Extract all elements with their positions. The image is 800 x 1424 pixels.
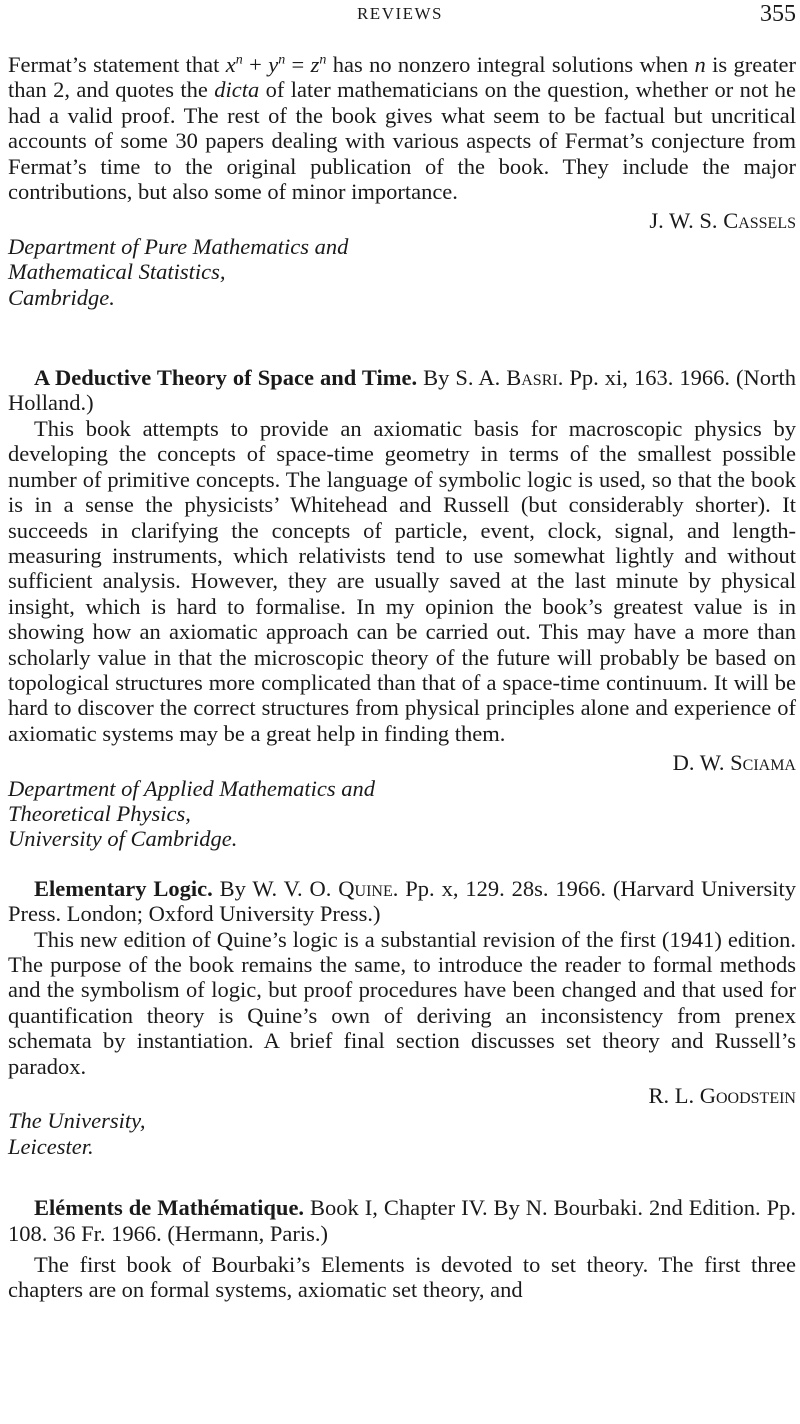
- reviewer-affiliation: The University, Leicester.: [8, 1108, 146, 1159]
- review-body: The first book of Bourbaki’s Elements is devoted to set theory. The first three chapters are on formal systems, axiomatic set theory, and: [8, 1252, 796, 1303]
- book-author: Quine: [338, 875, 393, 901]
- reviewer-affiliation: Department of Applied Mathematics and Theoretical Physics, University of Cambridge.: [8, 775, 376, 852]
- review-body: Fermat’s statement that $x^n + y^n = z^n$ has no nonzero integral solutions when n is greater than 2, and quotes the dicta of later mathematicians on the question, whether or not he had a valid proof. The rest of the book gives what seem to be factual but uncritical accounts of some 30 papers dealing with various aspects of Fermat’s conjecture from Fermat’s time to the original publication of the book. They include the major contributions, but also some of minor importance.: [8, 52, 796, 205]
- book-author: Basri: [506, 365, 558, 391]
- reviewer-signature: D. W. Sciama: [672, 750, 796, 776]
- review-body: This book attempts to provide an axiomatic basis for macroscopic physics by developing the concepts of space-time geometry in terms of the smallest possible number of primitive concepts. The language of symbolic logic is used, so that the book is in a sense the physicists’ Whitehead and Russell (but considerably shorter). It succeeds in clarifying the concepts of particle, event, clock, signal, and length-measuring instruments, which relativists tend to use somewhat lightly and without sufficient analysis. However, they are usually saved at the last minute by physical insight, which is hard to formalise. In my opinion the book’s greatest value is in showing how an axiomatic approach can be carried out. This may have a more than scholarly value in that the microscopic theory of the future will probably be based on topological structures more complicated than that of a space-time continuum. It will be hard to discover the correct structures from physical principles alone and experience of axiomatic systems may be a great help in finding them.: [8, 415, 796, 746]
- page-body: [8, 52, 796, 1303]
- reviewer-affiliation: Department of Pure Mathematics and Mathematical Statistics, Cambridge.: [8, 233, 349, 310]
- book-title: Elementary Logic.: [34, 875, 213, 901]
- review-deductive-theory: [8, 365, 796, 852]
- page-header: [0, 2, 800, 30]
- review-bourbaki: [8, 1195, 796, 1303]
- page-number: 355: [760, 1, 796, 27]
- review-heading: Eléments de Mathématique. Book I, Chapter IV. By N. Bourbaki. 2nd Edition. Pp. 108. 36 Fr. 1966. (Hermann, Paris.): [8, 1195, 796, 1246]
- review-heading: Elementary Logic. By W. V. O. Quine. Pp. x, 129. 28s. 1966. (Harvard University Press. London; Oxford University Press.): [8, 875, 796, 927]
- reviewer-signature: J. W. S. Cassels: [649, 208, 796, 234]
- reviewer-signature: R. L. Goodstein: [648, 1083, 796, 1109]
- review-heading: A Deductive Theory of Space and Time. By S. A. Basri. Pp. xi, 163. 1966. (North Holland.): [8, 365, 796, 416]
- review-fermat-continued: [8, 52, 796, 310]
- book-title: Eléments de Mathématique.: [34, 1195, 305, 1221]
- book-title: A Deductive Theory of Space and Time.: [34, 365, 418, 391]
- review-body: This new edition of Quine’s logic is a substantial revision of the first (1941) edition. The purpose of the book remains the same, to introduce the reader to formal methods and the symbolism of logic, but proof procedures have been changed and that used for quantification theory is Quine’s own of deriving an inconsistency from prenex schemata by instantiation. A brief final section discusses set theory and Russell’s paradox.: [8, 926, 796, 1079]
- running-head: REVIEWS: [356, 4, 444, 23]
- review-elementary-logic: [8, 876, 796, 1159]
